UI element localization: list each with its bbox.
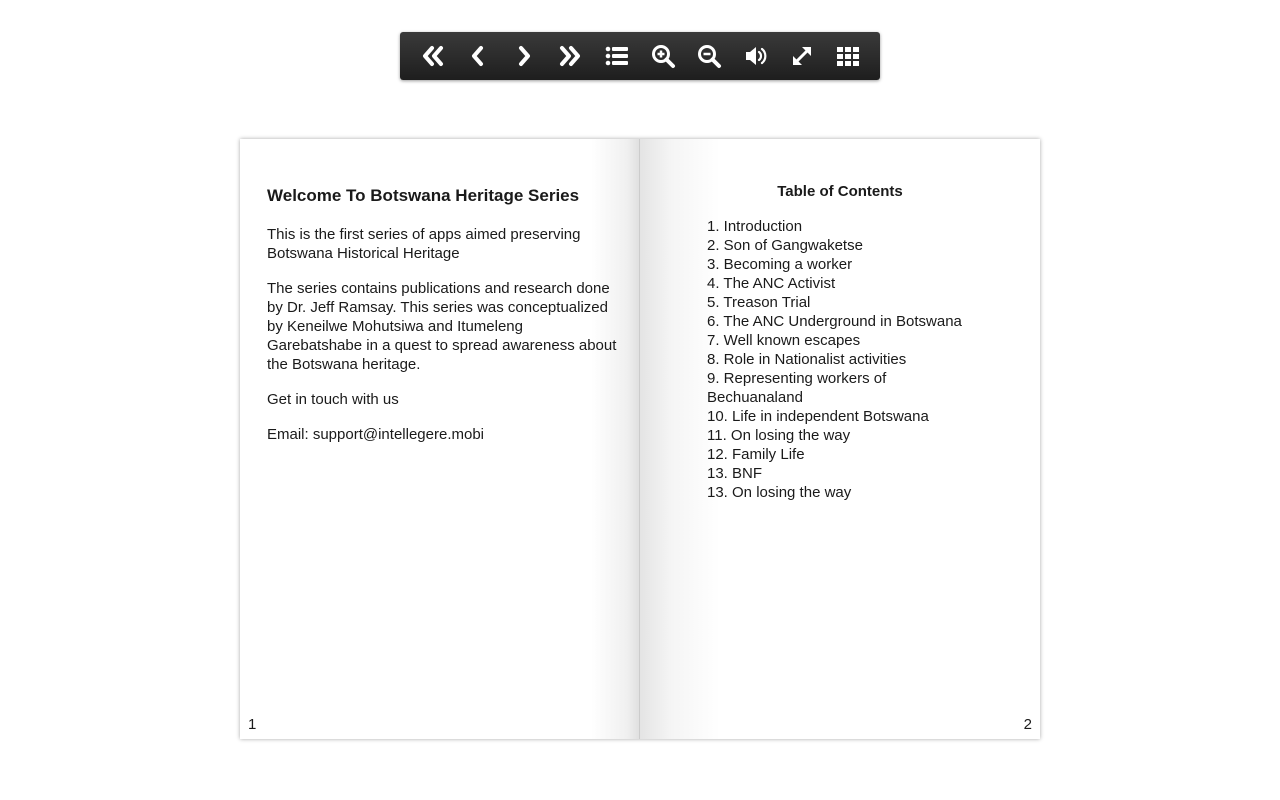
toc-item[interactable]: 6. The ANC Underground in Botswana bbox=[707, 313, 962, 330]
page-heading: Welcome To Botswana Heritage Series bbox=[267, 186, 580, 205]
table-of-contents-button[interactable] bbox=[595, 36, 639, 76]
chevron-left-icon bbox=[463, 41, 493, 71]
toc-item[interactable]: 13. BNF bbox=[707, 465, 763, 482]
left-page-content bbox=[267, 185, 617, 460]
toc-item[interactable]: 11. On losing the way bbox=[707, 427, 851, 444]
next-page-button[interactable] bbox=[502, 36, 546, 76]
left-page[interactable] bbox=[240, 139, 640, 739]
toc-item[interactable]: 3. Becoming a worker bbox=[707, 256, 853, 273]
chevron-right-icon bbox=[509, 41, 539, 71]
expand-icon bbox=[787, 41, 817, 71]
book-spread bbox=[240, 139, 1040, 739]
zoom-in-button[interactable] bbox=[641, 36, 685, 76]
toc-item[interactable]: 4. The ANC Activist bbox=[707, 275, 836, 292]
right-page[interactable] bbox=[640, 139, 1040, 739]
toolbar bbox=[400, 32, 880, 80]
first-page-button[interactable] bbox=[410, 36, 454, 76]
zoom-out-icon bbox=[694, 41, 724, 71]
toc-item[interactable]: 10. Life in independent Botswana bbox=[707, 408, 929, 425]
double-chevron-right-icon bbox=[556, 41, 586, 71]
zoom-in-icon bbox=[648, 41, 678, 71]
toc-item[interactable]: 7. Well known escapes bbox=[707, 332, 861, 349]
toc-title: Table of Contents bbox=[777, 183, 903, 200]
list-icon bbox=[602, 41, 632, 71]
page-number: 1 bbox=[248, 716, 257, 733]
fullscreen-button[interactable] bbox=[780, 36, 824, 76]
double-chevron-left-icon bbox=[417, 41, 447, 71]
previous-page-button[interactable] bbox=[456, 36, 500, 76]
toc-item[interactable]: 8. Role in Nationalist activities bbox=[707, 351, 907, 368]
page-number: 2 bbox=[1023, 716, 1032, 733]
zoom-out-button[interactable] bbox=[687, 36, 731, 76]
toc-item[interactable]: 13. On losing the way bbox=[707, 484, 852, 501]
email-paragraph: Email: support@intellegere.mobi bbox=[267, 426, 484, 443]
toc-item[interactable]: 2. Son of Gangwaketse bbox=[707, 237, 863, 254]
intro-paragraph: This is the first series of apps aimed preserving Botswana Historical Heritage bbox=[267, 226, 581, 262]
toc-item[interactable]: 12. Family Life bbox=[707, 446, 805, 463]
contact-paragraph: Get in touch with us bbox=[267, 391, 399, 408]
toc-item[interactable]: 5. Treason Trial bbox=[707, 294, 811, 311]
last-page-button[interactable] bbox=[549, 36, 593, 76]
series-paragraph: The series contains publications and research done by Dr. Jeff Ramsay. This series was conceptualized by Keneilwe Mohutsiwa and Itumeleng Garebatshabe in a quest to spread awareness about the Botswana heritage. bbox=[267, 280, 617, 373]
toc-item[interactable]: 9. Representing workers of Bechuanaland bbox=[707, 370, 887, 406]
right-page-content bbox=[640, 182, 1040, 502]
speaker-icon bbox=[741, 41, 771, 71]
thumbnails-button[interactable] bbox=[826, 36, 870, 76]
grid-icon bbox=[833, 41, 863, 71]
toc-list bbox=[707, 217, 1007, 502]
sound-button[interactable] bbox=[734, 36, 778, 76]
toc-item[interactable]: 1. Introduction bbox=[707, 218, 803, 235]
